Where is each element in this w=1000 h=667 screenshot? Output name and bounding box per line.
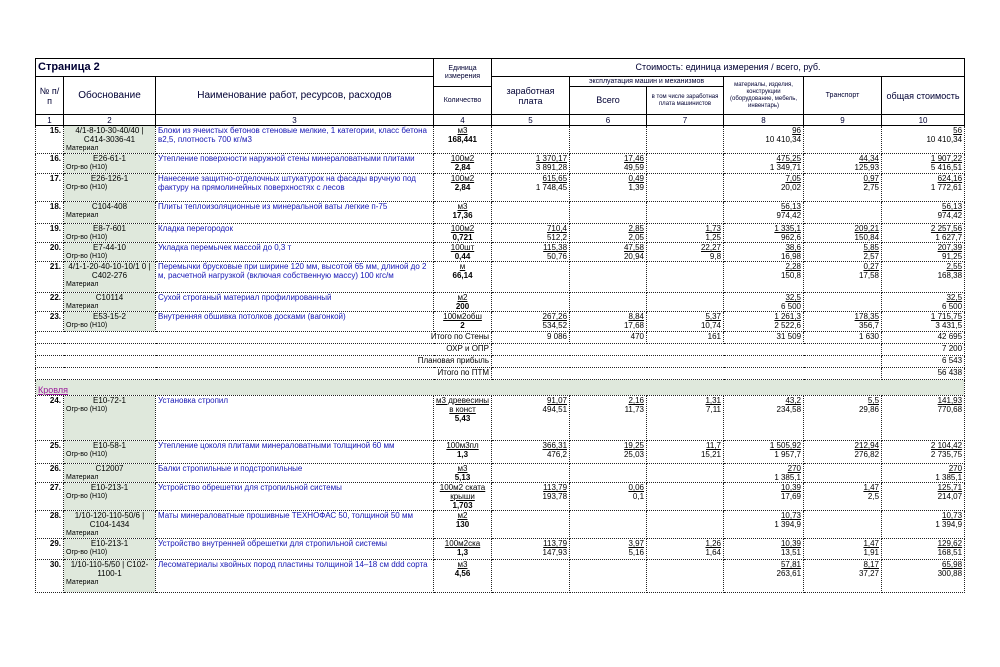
profit-label: Плановая прибыль [36, 356, 492, 368]
row-total-cost: 9,8 [709, 252, 722, 261]
row-unit-cost: 5,5 [867, 396, 880, 405]
row-total-cost: 13,51 [780, 548, 802, 557]
table-row [36, 262, 965, 293]
row-unit: м3 [457, 202, 468, 211]
row-unit-cost: 1 335,1 [774, 224, 802, 233]
row-total-cost: 300,88 [937, 569, 963, 578]
row-total-cost: 1 627,7 [935, 233, 963, 242]
row-unit-cost: 7,05 [785, 174, 802, 183]
row-basis-code: С10114 [95, 293, 124, 302]
row-total-cost: 1 772,61 [930, 183, 963, 192]
row-quantity: 0,721 [452, 233, 473, 242]
row-unit-cost: 209,21 [854, 224, 880, 233]
row-unit: м2 [457, 511, 468, 520]
profit-value: 6 543 [882, 356, 965, 368]
table-row [36, 174, 965, 202]
table-row [36, 224, 965, 243]
col-number: 9 [804, 115, 882, 126]
row-basis-code: Е10-58-1 [93, 441, 126, 450]
row-total-cost: 494,51 [542, 405, 568, 414]
ohr-row [36, 344, 965, 356]
ohr-label: ОХР и ОПР [36, 344, 492, 356]
estimate-table [35, 58, 965, 593]
row-total-cost: 534,52 [542, 321, 568, 330]
col-total-header: общая стоимость [882, 77, 965, 115]
column-numbers-row [36, 115, 965, 126]
row-total-cost: 2,57 [863, 252, 880, 261]
row-unit-cost: 8,17 [863, 560, 880, 569]
row-basis-code: Е10-72-1 [93, 396, 126, 405]
row-total-cost: 15,21 [700, 450, 722, 459]
row-unit-cost: 57,81 [780, 560, 802, 569]
col-transport-header: Транспорт [804, 77, 882, 115]
row-total-cost: 356,7 [858, 321, 880, 330]
row-number: 15. [36, 126, 64, 154]
row-unit-cost: 212,94 [854, 441, 880, 450]
row-unit-cost: 17,46 [623, 154, 645, 163]
row-unit: м3 [457, 560, 468, 569]
row-total-cost: 20,02 [780, 183, 802, 192]
estimate-sheet [35, 58, 964, 593]
row-work-name: Кладка перегородок [156, 224, 434, 243]
row-unit-cost: 115,38 [543, 243, 568, 252]
row-unit: 100м2ска [444, 539, 481, 548]
row-unit-cost: 113,79 [543, 539, 568, 548]
row-number: 24. [36, 396, 64, 441]
row-unit-cost: 207,39 [937, 243, 963, 252]
row-work-name: Плиты теплоизоляционные из минеральной ваты легкие п-75 [156, 202, 434, 224]
row-total-cost: 2 735,75 [930, 450, 963, 459]
col-unit-header: Единица измерения [434, 59, 492, 87]
total-value: 1 630 [804, 332, 882, 344]
row-basis-type: Огр-во (Н10) [66, 406, 108, 413]
row-quantity: 130 [455, 520, 470, 529]
col-number: 8 [724, 115, 804, 126]
col-number: 2 [64, 115, 156, 126]
row-basis-code: С12007 [95, 464, 124, 473]
row-unit-cost: 91,07 [546, 396, 568, 405]
row-total-cost: 214,07 [937, 492, 963, 501]
row-unit-cost: 0,27 [863, 262, 880, 271]
row-basis-code: Е7-44-10 [93, 243, 126, 252]
row-unit-cost: 624,16 [937, 174, 963, 183]
col-name-header: Наименование работ, ресурсов, расходов [156, 77, 434, 115]
row-quantity: 17,36 [452, 211, 473, 220]
row-total-cost: 1,39 [628, 183, 645, 192]
col-qty-header: Количество [434, 87, 492, 115]
row-work-name: Балки стропильные и подстропильные [156, 464, 434, 483]
row-total-cost: 974,42 [937, 211, 963, 220]
row-total-cost: 276,82 [854, 450, 880, 459]
row-unit-cost: 1,26 [705, 539, 722, 548]
page-title: Страница 2 [36, 59, 434, 77]
total-value: 42 695 [882, 332, 965, 344]
section-walls [36, 126, 965, 332]
row-unit-cost: 2,85 [628, 224, 645, 233]
col-number: 6 [570, 115, 647, 126]
row-basis-code: 4/1-8-10-30-40/40 | С414-3036-41 [75, 126, 144, 144]
row-total-cost: 6 500 [780, 302, 802, 311]
row-number: 27. [36, 483, 64, 511]
row-total-cost: 20,94 [623, 252, 645, 261]
row-basis-code: 1/10-110-5/50 | С102-1100-1 [70, 560, 149, 578]
row-total-cost: 1,25 [705, 233, 722, 242]
row-quantity: 2,84 [454, 163, 471, 172]
row-work-name: Блоки из ячеистых бетонов стеновые мелкие, 1 категории, класс бетона в2,5, плотность 700 кг/м3 [156, 126, 434, 154]
row-unit-cost: 2 104,42 [930, 441, 963, 450]
row-total-cost: 2,5 [867, 492, 880, 501]
row-unit-cost: 44,34 [858, 154, 880, 163]
row-unit-cost: 125,71 [937, 483, 963, 492]
row-unit-cost: 10,73 [942, 511, 963, 520]
row-basis-code: Е10-213-1 [90, 483, 129, 492]
row-unit-cost: 1 715,75 [930, 312, 963, 321]
row-total-cost: 263,61 [776, 569, 802, 578]
row-work-name: Нанесение защитно-отделочных штукатурок на фасады вручную под фактуру на прямолинейных поверхностях с лесов [156, 174, 434, 202]
row-work-name: Устройство внутренней обрешетки для стропильной системы [156, 539, 434, 560]
row-number: 18. [36, 202, 64, 224]
row-total-cost: 476,2 [546, 450, 568, 459]
row-total-cost: 5,16 [628, 548, 645, 557]
table-row [36, 511, 965, 539]
total-value: 161 [647, 332, 724, 344]
row-unit-cost: 113,79 [543, 483, 568, 492]
section-title: Кровля [38, 385, 68, 395]
row-total-cost: 49,59 [623, 163, 645, 172]
col-number: 4 [434, 115, 492, 126]
row-number: 16. [36, 154, 64, 174]
col-number: 3 [156, 115, 434, 126]
total-label: Итого по Стены [36, 332, 492, 344]
row-total-cost: 1 349,71 [769, 163, 802, 172]
row-unit-cost: 366,31 [542, 441, 568, 450]
row-total-cost: 17,58 [858, 271, 880, 280]
row-unit-cost: 0,49 [628, 174, 645, 183]
row-quantity: 1,703 [452, 501, 473, 510]
row-basis-code: 4/1-1-20-40-10-10/1 0 | С402-276 [68, 262, 151, 280]
row-unit-cost: 10,73 [780, 511, 802, 520]
ptm-label: Итого по ПТМ [36, 368, 492, 380]
row-work-name: Внутренняя обшивка потолков досками (вагонкой) [156, 312, 434, 332]
table-row [36, 560, 965, 593]
row-total-cost: 1,91 [863, 548, 880, 557]
row-total-cost: 37,27 [858, 569, 880, 578]
row-basis-code: Е53-15-2 [93, 312, 126, 321]
row-total-cost: 168,51 [937, 548, 963, 557]
row-unit-cost: 270 [787, 464, 802, 473]
table-row [36, 202, 965, 224]
row-work-name: Сухой строганый материал профилированный [156, 293, 434, 312]
total-walls-row [36, 332, 965, 344]
row-unit-cost: 2,55 [946, 262, 963, 271]
row-unit: 100м3пл [446, 441, 479, 450]
row-work-name: Утепление поверхности наружной стены минераловатными плитами [156, 154, 434, 174]
row-unit-cost: 1 505,92 [769, 441, 802, 450]
row-number: 28. [36, 511, 64, 539]
row-unit-cost: 178,35 [854, 312, 880, 321]
row-unit-cost: 32,5 [785, 293, 802, 302]
row-quantity: 2 [460, 321, 465, 330]
ptm-value: 56 438 [882, 368, 965, 380]
row-number: 30. [36, 560, 64, 593]
row-total-cost: 16,98 [780, 252, 802, 261]
row-number: 17. [36, 174, 64, 202]
row-total-cost: 150,84 [854, 233, 880, 242]
row-basis-type: Огр-во (Н10) [66, 493, 108, 500]
col-number: 5 [492, 115, 570, 126]
row-unit-cost: 1 261,3 [774, 312, 802, 321]
row-unit-cost: 2,16 [628, 396, 645, 405]
col-materials-header: материалы, изделия, конструкции (оборудование, мебель, инвентарь) [724, 77, 804, 115]
row-quantity: 4,56 [454, 569, 471, 578]
cost-title: Стоимость: единица измерения / всего, руб. [492, 59, 965, 77]
row-unit-cost: 270 [948, 464, 963, 473]
row-unit: 100шт [450, 243, 475, 252]
row-quantity: 200 [455, 302, 470, 311]
row-unit-cost: 43,2 [785, 396, 802, 405]
row-unit-cost: 22,27 [700, 243, 722, 252]
row-unit-cost: 0,06 [628, 483, 645, 492]
row-basis-type: Огр-во (Н10) [66, 234, 108, 241]
row-total-cost: 0,1 [632, 492, 645, 501]
table-row [36, 243, 965, 262]
row-unit-cost: 1,31 [705, 396, 722, 405]
row-total-cost: 1 957,7 [774, 450, 802, 459]
row-quantity: 5,43 [454, 414, 471, 423]
row-basis-type: Материал [66, 212, 99, 219]
row-basis-code: Е8-7-601 [93, 224, 126, 233]
total-value: 470 [570, 332, 647, 344]
row-basis-type: Огр-во (Н10) [66, 164, 108, 171]
row-basis-type: Огр-во (Н10) [66, 184, 108, 191]
row-number: 21. [36, 262, 64, 293]
row-work-name: Укладка перемычек массой до 0,3 т [156, 243, 434, 262]
row-total-cost: 11,73 [624, 405, 645, 414]
row-unit-cost: 47,58 [623, 243, 645, 252]
row-total-cost: 2,75 [863, 183, 880, 192]
row-basis-type: Материал [66, 530, 99, 537]
row-total-cost: 2 522,6 [774, 321, 802, 330]
row-basis-code: 1/10-120-110-50/6 | С104-1434 [74, 511, 145, 529]
row-unit: м [459, 262, 466, 271]
row-number: 25. [36, 441, 64, 464]
row-total-cost: 168,38 [937, 271, 963, 280]
row-total-cost: 962,6 [780, 233, 802, 242]
row-number: 26. [36, 464, 64, 483]
row-quantity: 0,44 [454, 252, 471, 261]
row-unit-cost: 8,84 [628, 312, 645, 321]
table-header [36, 59, 965, 126]
row-basis-code: С104-408 [91, 202, 128, 211]
row-unit-cost: 129,62 [937, 539, 963, 548]
row-total-cost: 150,8 [780, 271, 802, 280]
row-total-cost: 10 410,34 [765, 135, 802, 144]
totals-block [36, 332, 965, 396]
table-row [36, 483, 965, 511]
row-basis-type: Материал [66, 145, 99, 152]
row-unit: 100м2 [450, 224, 475, 233]
row-unit-cost: 475,25 [776, 154, 802, 163]
ohr-value: 7 200 [882, 344, 965, 356]
row-unit-cost: 10,39 [780, 539, 802, 548]
row-unit-cost: 38,6 [785, 243, 802, 252]
row-unit-cost: 1 370,17 [535, 154, 568, 163]
table-row [36, 126, 965, 154]
row-total-cost: 2,05 [628, 233, 645, 242]
machines-header: эксплуатация машин и механизмов [570, 77, 724, 87]
row-basis-type: Огр-во (Н10) [66, 253, 108, 260]
row-unit-cost: 2,28 [785, 262, 802, 271]
row-basis-type: Огр-во (Н10) [66, 322, 108, 329]
row-work-name: Лесоматериалы хвойных пород пластины толщиной 14–18 см ddd сорта [156, 560, 434, 593]
row-unit-cost: 1 907,22 [930, 154, 963, 163]
row-basis-type: Материал [66, 474, 99, 481]
table-row [36, 441, 965, 464]
row-unit-cost: 56 [953, 126, 963, 135]
row-number: 19. [36, 224, 64, 243]
row-unit-cost: 1,47 [863, 483, 880, 492]
row-total-cost: 770,68 [937, 405, 963, 414]
ptm-row [36, 368, 965, 380]
row-total-cost: 10 410,34 [926, 135, 963, 144]
table-row [36, 312, 965, 332]
row-unit: 100м2 ската крыши [439, 483, 486, 501]
row-unit-cost: 11,7 [706, 441, 722, 450]
row-unit: 100м2 [450, 154, 475, 163]
row-total-cost: 5 416,51 [930, 163, 963, 172]
row-unit-cost: 56,13 [942, 202, 963, 211]
row-unit: м3 [457, 126, 468, 135]
row-basis-type: Материал [66, 579, 99, 586]
row-quantity: 5,13 [454, 473, 471, 482]
section-header-row [36, 380, 965, 396]
row-total-cost: 3 891,28 [535, 163, 568, 172]
row-total-cost: 17,69 [780, 492, 802, 501]
row-number: 20. [36, 243, 64, 262]
row-total-cost: 1 385,1 [774, 473, 802, 482]
row-basis-type: Огр-во (Н10) [66, 549, 108, 556]
row-work-name: Перемычки брусковые при ширине 120 мм, высотой 65 мм, длиной до 2 м, расчетной нагрузкой (включая собственную массу) 100 кгс/м [156, 262, 434, 293]
row-quantity: 1,3 [456, 450, 469, 459]
col-number: 10 [882, 115, 965, 126]
row-work-name: Установка стропил [156, 396, 434, 441]
row-work-name: Утепление цоколя плитами минераловатными толщиной 60 мм [156, 441, 434, 464]
row-total-cost: 125,93 [854, 163, 880, 172]
row-total-cost: 1 394,9 [774, 520, 802, 529]
row-basis-code: Е10-213-1 [90, 539, 129, 548]
row-unit-cost: 5,85 [863, 243, 880, 252]
row-basis-type: Материал [66, 281, 99, 288]
row-unit-cost: 1,73 [705, 224, 722, 233]
row-total-cost: 1,64 [705, 548, 722, 557]
row-unit-cost: 10,39 [780, 483, 802, 492]
row-basis-code: Е26-126-1 [90, 174, 129, 183]
table-row [36, 464, 965, 483]
row-total-cost: 25,03 [623, 450, 645, 459]
row-quantity: 168,441 [448, 135, 477, 144]
row-basis-code: Е26-61-1 [93, 154, 126, 163]
col-incl-salary-header: в том числе заработная плата машинистов [647, 87, 724, 115]
col-salary-header: заработная плата [492, 77, 570, 115]
row-total-cost: 3 431,5 [935, 321, 963, 330]
row-number: 23. [36, 312, 64, 332]
col-np-header: № п/п [36, 77, 64, 115]
row-quantity: 66,14 [452, 271, 473, 280]
row-unit-cost: 141,93 [937, 396, 963, 405]
total-value: 9 086 [492, 332, 570, 344]
row-total-cost: 193,78 [542, 492, 568, 501]
row-basis-type: Огр-во (Н10) [66, 451, 108, 458]
row-unit-cost: 56,13 [780, 202, 802, 211]
row-unit-cost: 96 [792, 126, 802, 135]
row-unit-cost: 3,97 [628, 539, 645, 548]
row-quantity: 1,3 [456, 548, 469, 557]
row-total-cost: 1 748,45 [535, 183, 568, 192]
row-unit-cost: 267,26 [542, 312, 568, 321]
row-total-cost: 10,74 [700, 321, 722, 330]
row-unit-cost: 710,4 [546, 224, 568, 233]
row-total-cost: 91,25 [942, 252, 963, 261]
row-total-cost: 7,11 [706, 405, 722, 414]
col-number: 1 [36, 115, 64, 126]
row-work-name: Маты минераловатные прошивные ТЕХНОФАС 50, толщиной 50 мм [156, 511, 434, 539]
row-unit-cost: 615,65 [542, 174, 568, 183]
row-quantity: 2,84 [454, 183, 471, 192]
row-unit: м3 [457, 464, 468, 473]
profit-row [36, 356, 965, 368]
row-unit: 100м2 [450, 174, 475, 183]
row-number: 22. [36, 293, 64, 312]
row-unit-cost: 5,37 [705, 312, 722, 321]
col-number: 7 [647, 115, 724, 126]
row-total-cost: 974,42 [776, 211, 802, 220]
row-total-cost: 1 394,9 [935, 520, 963, 529]
row-unit-cost: 32,5 [946, 293, 963, 302]
section-roof [36, 396, 965, 593]
table-row [36, 154, 965, 174]
row-unit-cost: 65,98 [942, 560, 963, 569]
row-unit-cost: 1,47 [863, 539, 880, 548]
row-total-cost: 1 385,1 [935, 473, 963, 482]
table-row [36, 293, 965, 312]
row-total-cost: 17,68 [623, 321, 645, 330]
row-total-cost: 50,76 [546, 252, 568, 261]
row-total-cost: 234,58 [776, 405, 802, 414]
row-total-cost: 29,86 [858, 405, 880, 414]
row-unit-cost: 19,25 [623, 441, 645, 450]
total-value: 31 509 [724, 332, 804, 344]
row-total-cost: 512,2 [546, 233, 568, 242]
row-unit-cost: 2 257,56 [930, 224, 963, 233]
table-row [36, 396, 965, 441]
row-number: 29. [36, 539, 64, 560]
table-row [36, 539, 965, 560]
row-unit: 100м2обш [443, 312, 482, 321]
row-work-name: Устройство обрешетки для стропильной системы [156, 483, 434, 511]
row-total-cost: 6 500 [942, 302, 963, 311]
row-unit: м2 [457, 293, 468, 302]
row-basis-type: Материал [66, 303, 99, 310]
row-unit: м3 древесины в конст [436, 396, 489, 414]
col-total-mach-header: Всего [570, 87, 647, 115]
row-unit-cost: 0,97 [863, 174, 880, 183]
row-total-cost: 147,93 [542, 548, 568, 557]
col-basis-header: Обоснование [64, 77, 156, 115]
